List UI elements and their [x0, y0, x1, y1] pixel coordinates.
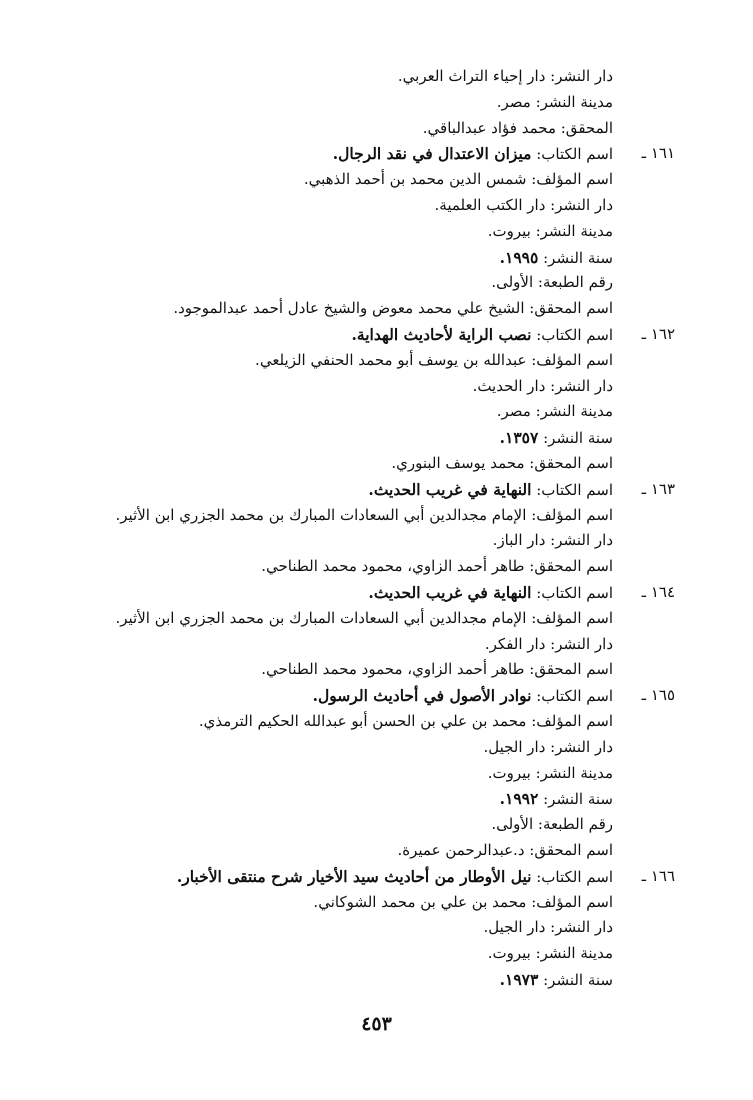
entry-field-line [40, 554, 613, 580]
entry-number: ١٦٦ ـ [641, 866, 675, 885]
field-label: اسم المحقق: [524, 660, 613, 679]
entry-field-line [40, 786, 613, 812]
entry-field-line [40, 528, 613, 554]
field-label: اسم المؤلف: [526, 892, 613, 911]
field-value: نوادر الأصول في أحاديث الرسول. [312, 686, 532, 706]
field-value: طاهر أحمد الزاوي، محمود محمد الطناحي. [261, 660, 525, 679]
entry-field-line [40, 606, 613, 632]
field-label: مدينة النشر: [530, 221, 613, 240]
field-label: اسم الكتاب: [531, 867, 613, 886]
entry-field-line [40, 941, 613, 967]
field-value: دار إحياء التراث العربي. [397, 67, 546, 85]
entry-field-line [40, 167, 613, 193]
entry-title-line [40, 580, 675, 606]
field-value: دار الجيل. [483, 737, 546, 756]
field-value: دار الكتب العلمية. [434, 195, 546, 214]
entry-field-line [40, 451, 613, 477]
field-value: مصر. [496, 92, 531, 111]
entry-number: ١٦١ ـ [641, 144, 675, 163]
field-label: دار النشر: [545, 195, 613, 214]
field-label: اسم المؤلف: [526, 505, 613, 524]
entry-field-line [40, 193, 613, 219]
field-label: اسم الكتاب: [531, 583, 613, 602]
field-value: دار الحديث. [472, 376, 546, 395]
field-value: نصب الراية لأحاديث الهداية. [351, 324, 532, 344]
entry-field-line [40, 348, 613, 374]
field-value: بيروت. [487, 221, 531, 240]
entry-field-line [40, 90, 613, 116]
field-value: الشيخ علي محمد معوض والشيخ عادل أحمد عبدالموجود. [173, 299, 525, 318]
field-value: عبدالله بن يوسف أبو محمد الحنفي الزيلعي. [255, 350, 527, 369]
field-value: مصر. [496, 402, 531, 421]
entry-field-line [40, 812, 613, 838]
entry-field-line [40, 632, 613, 658]
field-label: اسم المؤلف: [526, 170, 613, 189]
entry-field-line [40, 296, 613, 322]
entry-number: ١٦٢ ـ [641, 324, 675, 343]
bibliography-list [40, 64, 675, 993]
entry-field-line [40, 245, 613, 271]
entry-number: ١٦٣ ـ [641, 479, 675, 498]
field-value: النهاية في غريب الحديث. [368, 582, 532, 602]
field-value: الإمام مجدالدين أبي السعادات المبارك بن محمد الجزري ابن الأثير. [115, 608, 527, 627]
field-label: المحقق: [555, 118, 613, 137]
field-label: دار النشر: [545, 67, 613, 85]
field-value: محمد بن علي بن الحسن أبو عبدالله الحكيم الترمذي. [198, 711, 527, 730]
field-label: مدينة النشر: [530, 92, 613, 111]
field-label: دار النشر: [545, 531, 613, 550]
field-value: دار الجيل. [483, 918, 546, 937]
field-value: الإمام مجدالدين أبي السعادات المبارك بن محمد الجزري ابن الأثير. [115, 505, 527, 524]
field-value: ١٣٥٧. [499, 428, 539, 448]
field-label: اسم الكتاب: [531, 145, 613, 164]
field-label: اسم المؤلف: [526, 711, 613, 730]
page-number: ٤٥٣ [361, 1013, 392, 1035]
entry-number: ١٦٥ ـ [641, 686, 675, 705]
field-label: رقم الطبعة: [533, 273, 613, 292]
entry-field-line [40, 838, 613, 864]
entry-field-line [40, 967, 613, 993]
field-label: دار النشر: [545, 918, 613, 937]
field-label: مدينة النشر: [530, 944, 613, 963]
field-value: محمد بن علي بن محمد الشوكاني. [313, 892, 527, 911]
field-value: ميزان الاعتدال في نقد الرجال. [332, 144, 532, 164]
field-label: دار النشر: [545, 737, 613, 756]
entry-field-line [40, 709, 613, 735]
field-label: اسم المحقق: [524, 453, 613, 472]
field-value: محمد فؤاد عبدالباقي. [422, 118, 556, 137]
entry-title-line [40, 322, 675, 348]
field-label: مدينة النشر: [530, 402, 613, 421]
field-label: دار النشر: [545, 376, 613, 395]
field-value: طاهر أحمد الزاوي، محمود محمد الطناحي. [261, 557, 525, 576]
entry-number: ١٦٤ ـ [641, 582, 675, 601]
entry-field-line [40, 425, 613, 451]
entry-title-line [40, 141, 675, 167]
field-value: شمس الدين محمد بن أحمد الذهبي. [303, 170, 527, 189]
entry-field-line [40, 270, 613, 296]
field-label: اسم المؤلف: [526, 350, 613, 369]
field-value: ١٩٧٣. [499, 969, 539, 989]
field-label: مدينة النشر: [530, 763, 613, 782]
entry-field-line [40, 735, 613, 761]
field-value: دار الباز. [492, 531, 546, 550]
field-value: د.عبدالرحمن عميرة. [397, 840, 525, 859]
entry-field-line [40, 116, 613, 142]
field-label: اسم الكتاب: [531, 687, 613, 706]
entry-title-line [40, 477, 675, 503]
entry-field-line [40, 374, 613, 400]
field-value: نيل الأوطار من أحاديث سيد الأخيار شرح منتقى الأخبار. [176, 866, 532, 886]
field-value: الأولى. [491, 815, 534, 834]
field-value: بيروت. [487, 944, 531, 963]
field-value: ١٩٩٥. [499, 247, 539, 267]
field-label: اسم الكتاب: [531, 325, 613, 344]
field-label: رقم الطبعة: [533, 815, 613, 834]
entry-field-line [40, 657, 613, 683]
field-value: الأولى. [491, 273, 534, 292]
field-value: بيروت. [487, 763, 531, 782]
field-label: اسم المحقق: [524, 299, 613, 318]
entry-field-line [40, 890, 613, 916]
field-value: محمد يوسف البنوري. [391, 453, 525, 472]
field-value: ١٩٩٢. [499, 789, 539, 809]
field-label: سنة النشر: [538, 790, 613, 809]
entry-field-line [40, 915, 613, 941]
entry-field-line [40, 219, 613, 245]
field-label: اسم المحقق: [524, 840, 613, 859]
entry-field-line [40, 64, 613, 90]
field-label: دار النشر: [545, 634, 613, 653]
field-label: سنة النشر: [538, 248, 613, 267]
field-label: اسم الكتاب: [531, 480, 613, 499]
entry-field-line [40, 399, 613, 425]
field-value: دار الفكر. [484, 634, 546, 653]
field-label: اسم المؤلف: [526, 608, 613, 627]
field-label: سنة النشر: [538, 429, 613, 448]
entry-title-line [40, 683, 675, 709]
field-label: اسم المحقق: [524, 557, 613, 576]
field-value: النهاية في غريب الحديث. [368, 479, 532, 499]
entry-title-line [40, 864, 675, 890]
entry-field-line [40, 503, 613, 529]
field-label: سنة النشر: [538, 970, 613, 989]
entry-field-line [40, 761, 613, 787]
